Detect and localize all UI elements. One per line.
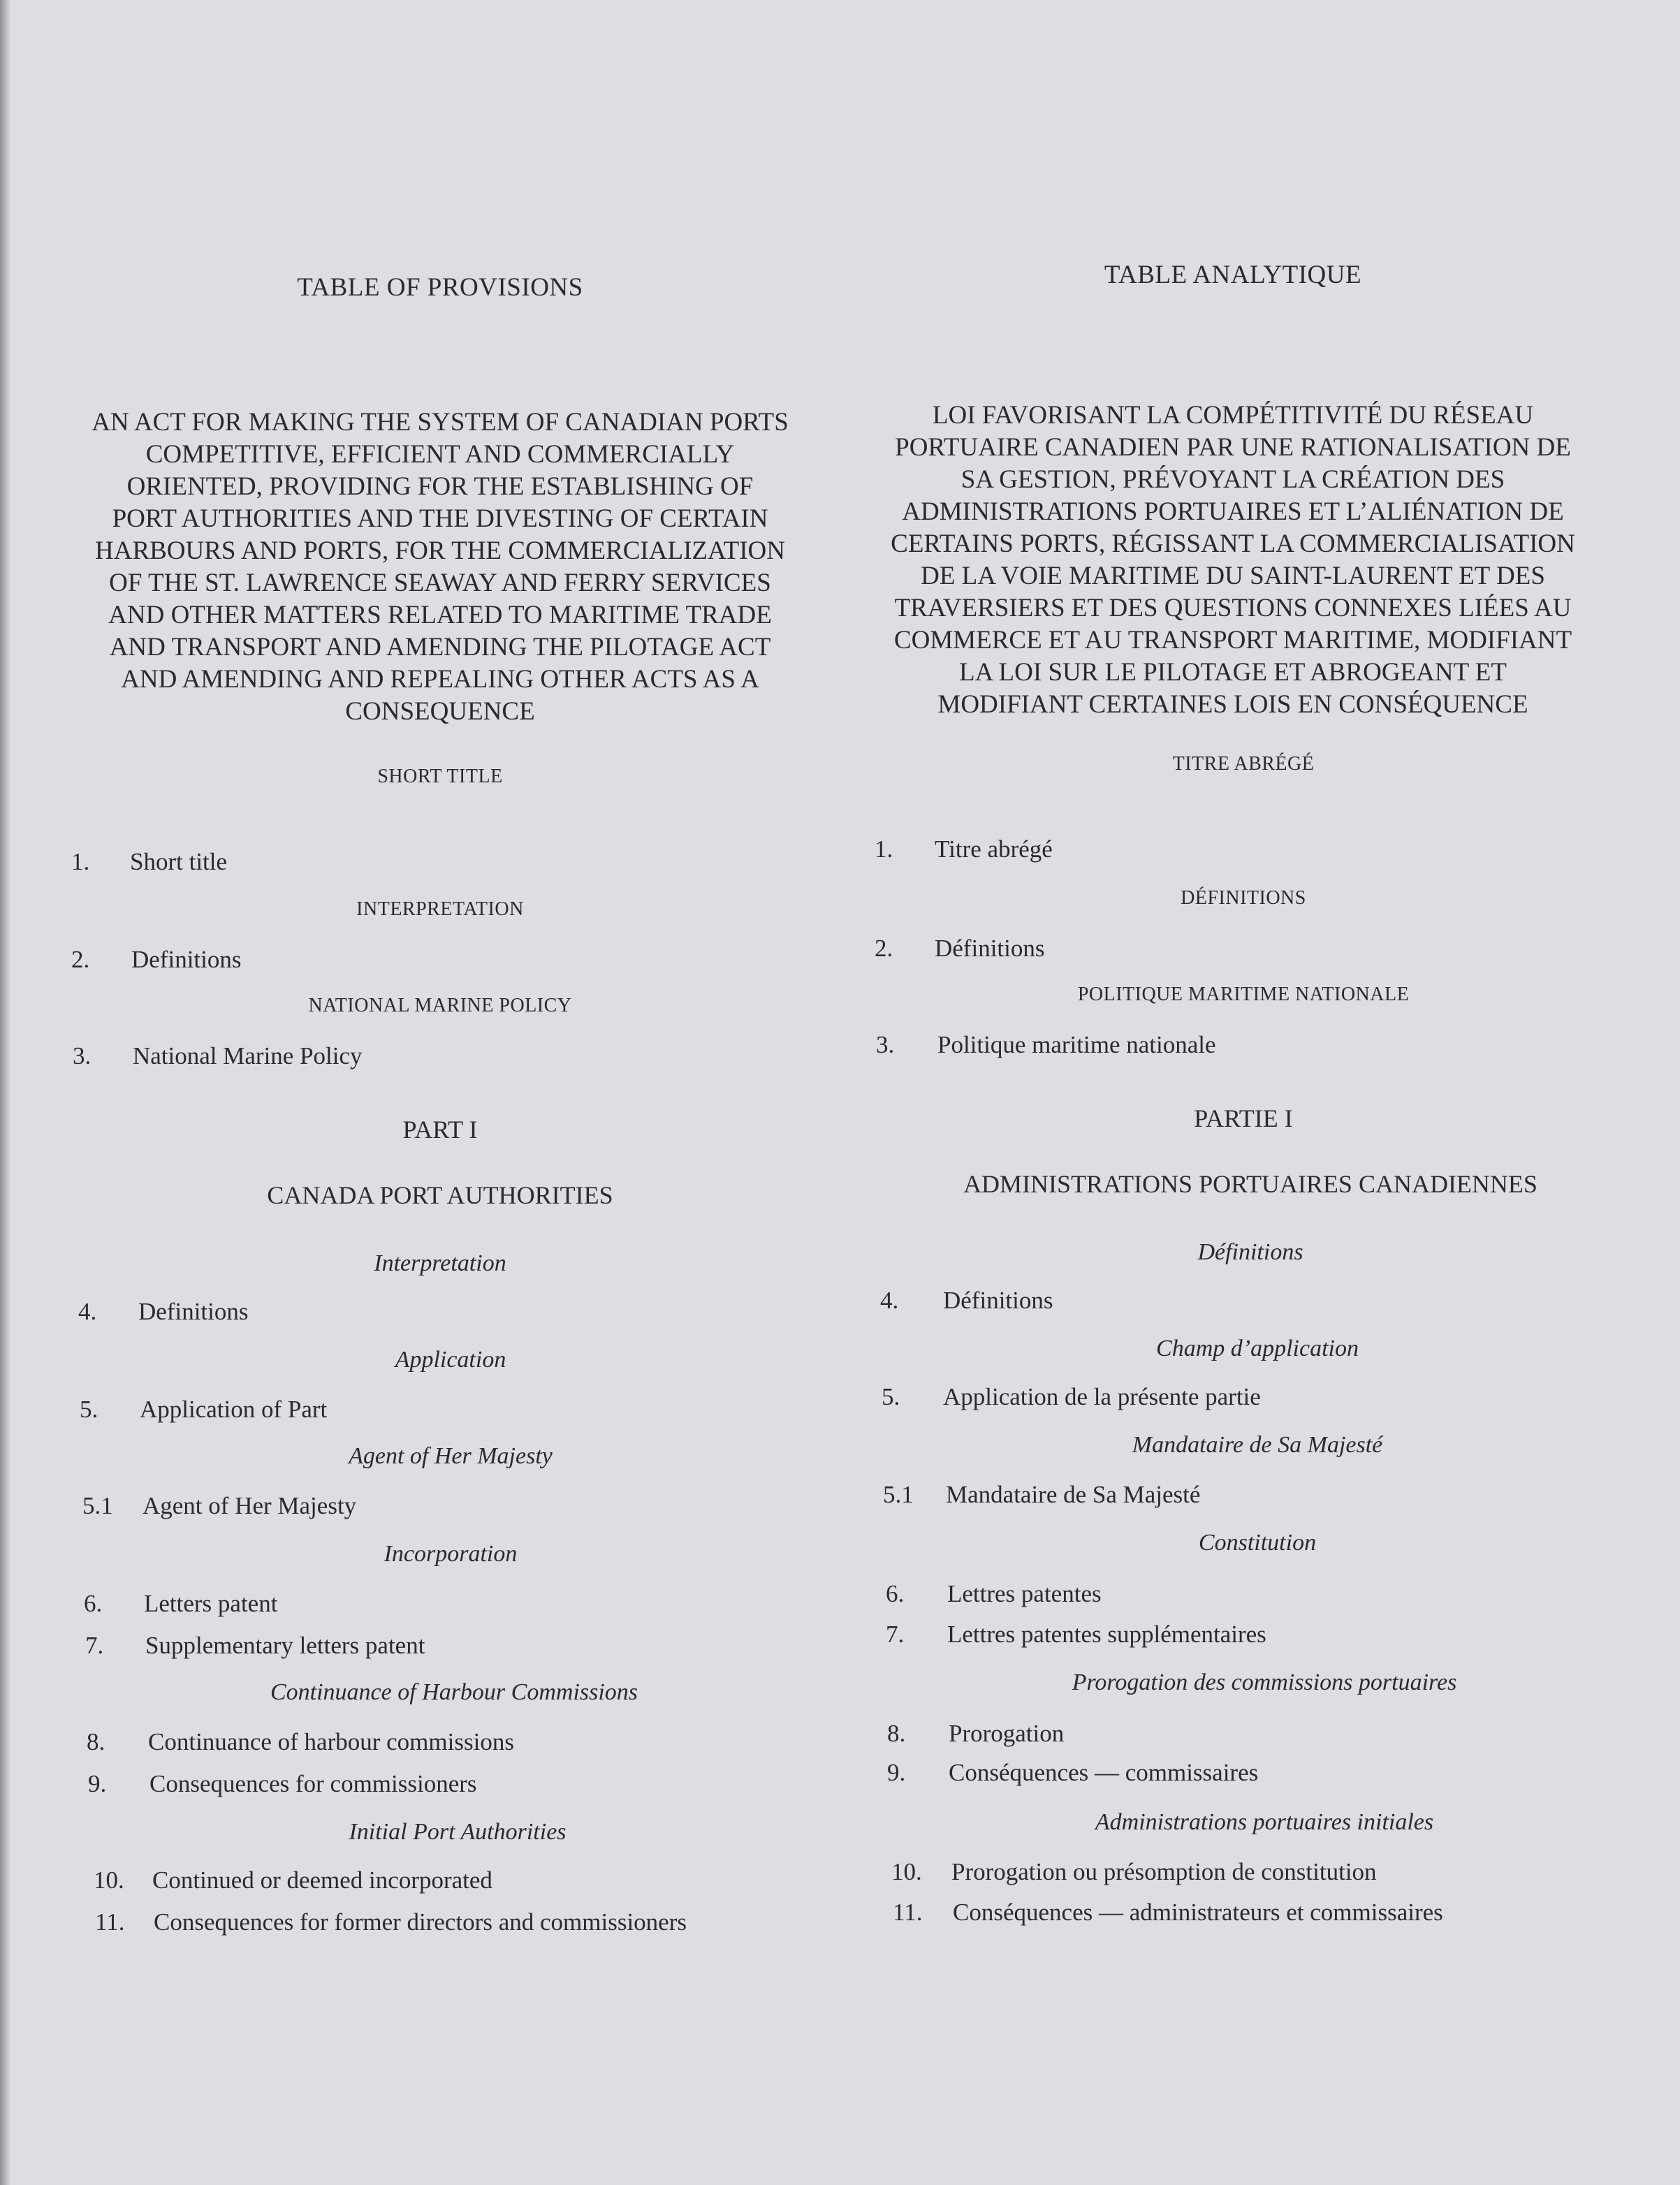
entry-number: 10. <box>891 1858 922 1885</box>
entry-label: Définitions <box>935 935 1045 962</box>
entry-label: Continuance of harbour commissions <box>148 1728 514 1755</box>
toc-entry <box>891 1858 1377 1886</box>
english-table-title: TABLE OF PROVISIONS <box>297 273 583 302</box>
part-label: PARTIE I <box>1194 1104 1293 1132</box>
toc-entry <box>886 1621 1266 1649</box>
act-title-line: LA LOI SUR LE PILOTAGE ET ABROGEANT ET <box>959 658 1507 687</box>
entry-label: Application de la présente partie <box>943 1383 1261 1410</box>
toc-entry <box>887 1720 1065 1748</box>
entry-label: Agent of Her Majesty <box>143 1492 357 1519</box>
toc-entry <box>893 1899 1443 1927</box>
entry-label: Application of Part <box>140 1396 328 1423</box>
entry-label: Titre abrégé <box>935 835 1053 863</box>
subheading-continuance: Continuance of Harbour Commissions <box>270 1679 638 1705</box>
entry-label: Conséquences — commissaires <box>949 1759 1259 1786</box>
act-title-line: OF THE ST. LAWRENCE SEAWAY AND FERRY SERVICES <box>109 569 771 597</box>
toc-entry <box>87 1728 514 1756</box>
entry-number: 4. <box>78 1298 97 1325</box>
entry-number: 7. <box>85 1632 104 1659</box>
subheading-application: Application <box>395 1347 506 1373</box>
act-title-line: CONSEQUENCE <box>345 697 535 726</box>
subheading-agent: Agent of Her Majesty <box>349 1443 553 1469</box>
entry-number: 6. <box>84 1590 103 1617</box>
entry-number: 9. <box>887 1759 906 1786</box>
toc-entry <box>875 935 1045 963</box>
entry-number: 5.1 <box>883 1481 914 1508</box>
toc-entry <box>80 1396 328 1424</box>
part-label: PART I <box>402 1116 478 1143</box>
entry-number: 10. <box>94 1866 124 1894</box>
entry-label: Consequences for former directors and commissioners <box>154 1908 687 1936</box>
act-title-line: AND OTHER MATTERS RELATED TO MARITIME TRADE <box>108 601 772 629</box>
interpretation-heading: DÉFINITIONS <box>1181 887 1306 909</box>
entry-label: Politique maritime nationale <box>937 1031 1216 1058</box>
french-act-title <box>852 400 1614 721</box>
entry-label: Mandataire de Sa Majesté <box>946 1481 1201 1508</box>
subheading-incorporation: Constitution <box>1198 1530 1317 1556</box>
act-title-line: AND TRANSPORT AND AMENDING THE PILOTAGE ACT <box>109 633 771 662</box>
entry-label: Supplementary letters patent <box>145 1632 425 1659</box>
toc-entry <box>882 1383 1261 1411</box>
entry-label: Lettres patentes <box>947 1580 1102 1607</box>
entry-number: 2. <box>875 935 893 962</box>
short-title-heading: SHORT TITLE <box>377 766 503 787</box>
act-title-line: LOI FAVORISANT LA COMPÉTITIVITÉ DU RÉSEAU <box>932 401 1534 430</box>
entry-number: 4. <box>880 1287 899 1314</box>
entry-number: 9. <box>88 1770 107 1797</box>
entry-label: National Marine Policy <box>133 1042 363 1069</box>
english-act-title <box>49 407 831 728</box>
act-title-line: PORTUAIRE CANADIEN PAR UNE RATIONALISATION DE <box>895 433 1571 462</box>
marine-policy-heading: POLITIQUE MARITIME NATIONALE <box>1077 984 1410 1005</box>
toc-entry <box>887 1759 1259 1787</box>
toc-entry <box>875 835 1053 863</box>
toc-entry <box>95 1908 687 1936</box>
act-title-line: PORT AUTHORITIES AND THE DIVESTING OF CERTAIN <box>112 504 768 533</box>
entry-label: Short title <box>130 848 228 875</box>
subheading-initial: Administrations portuaires initiales <box>1095 1809 1434 1835</box>
toc-entry <box>94 1866 492 1894</box>
entry-number: 7. <box>886 1621 905 1648</box>
entry-label: Lettres patentes supplémentaires <box>947 1621 1266 1648</box>
entry-label: Definitions <box>138 1298 249 1325</box>
entry-label: Continued or deemed incorporated <box>152 1866 492 1894</box>
entry-number: 5. <box>80 1396 98 1423</box>
act-title-line: COMMERCE ET AU TRANSPORT MARITIME, MODIFIANT <box>893 626 1572 655</box>
short-title-heading: TITRE ABRÉGÉ <box>1172 753 1315 775</box>
page-edge-shadow <box>0 0 10 2185</box>
entry-number: 1. <box>71 848 90 875</box>
marine-policy-heading: NATIONAL MARINE POLICY <box>308 995 572 1016</box>
entry-label: Définitions <box>943 1287 1053 1314</box>
entry-label: Prorogation ou présomption de constitution <box>951 1858 1377 1885</box>
toc-entry <box>886 1580 1102 1608</box>
act-title-line: CERTAINS PORTS, RÉGISSANT LA COMMERCIALISATION <box>891 529 1575 558</box>
act-title-line: COMPETITIVE, EFFICIENT AND COMMERCIALLY <box>145 440 735 469</box>
subheading-continuance: Prorogation des commissions portuaires <box>1072 1669 1457 1695</box>
entry-label: Letters patent <box>144 1590 278 1617</box>
subheading-agent: Mandataire de Sa Majesté <box>1132 1432 1383 1458</box>
toc-entry <box>84 1590 278 1618</box>
act-title-line: SA GESTION, PRÉVOYANT LA CRÉATION DES <box>960 465 1505 494</box>
part-title: CANADA PORT AUTHORITIES <box>267 1181 613 1209</box>
toc-entry <box>78 1298 249 1326</box>
act-title-line: HARBOURS AND PORTS, FOR THE COMMERCIALIZATION <box>95 536 785 565</box>
entry-label: Definitions <box>131 946 242 973</box>
french-table-title: TABLE ANALYTIQUE <box>1104 261 1362 289</box>
toc-entry <box>73 1042 363 1070</box>
entry-label: Consequences for commissioners <box>149 1770 477 1797</box>
entry-number: 1. <box>875 835 893 863</box>
entry-number: 5. <box>882 1383 900 1410</box>
entry-label: Prorogation <box>949 1720 1065 1747</box>
toc-entry <box>880 1287 1053 1315</box>
toc-entry <box>71 848 228 876</box>
act-title-line: DE LA VOIE MARITIME DU SAINT-LAURENT ET DES <box>921 562 1545 590</box>
entry-number: 3. <box>876 1031 895 1058</box>
entry-number: 2. <box>71 946 90 973</box>
subheading-interpretation: Interpretation <box>374 1250 506 1276</box>
toc-entry <box>82 1492 357 1520</box>
act-title-line: TRAVERSIERS ET DES QUESTIONS CONNEXES LIÉES AU <box>894 594 1572 622</box>
toc-entry <box>88 1770 477 1798</box>
subheading-initial: Initial Port Authorities <box>349 1819 567 1845</box>
subheading-application: Champ d’application <box>1156 1336 1359 1361</box>
part-title: ADMINISTRATIONS PORTUAIRES CANADIENNES <box>963 1170 1537 1198</box>
toc-entry <box>85 1632 425 1660</box>
entry-label: Conséquences — administrateurs et commissaires <box>953 1899 1443 1926</box>
entry-number: 6. <box>886 1580 905 1607</box>
act-title-line: MODIFIANT CERTAINES LOIS EN CONSÉQUENCE <box>937 690 1528 719</box>
act-title-line: ORIENTED, PROVIDING FOR THE ESTABLISHING OF <box>126 472 754 501</box>
toc-entry <box>71 946 242 974</box>
interpretation-heading: INTERPRETATION <box>356 898 524 920</box>
entry-number: 11. <box>95 1908 125 1936</box>
toc-entry <box>883 1481 1201 1509</box>
entry-number: 3. <box>73 1042 92 1069</box>
act-title-line: ADMINISTRATIONS PORTUAIRES ET L’ALIÉNATION DE <box>902 497 1564 526</box>
subheading-incorporation: Incorporation <box>384 1541 518 1567</box>
act-title-line: AN ACT FOR MAKING THE SYSTEM OF CANADIAN PORTS <box>92 408 789 437</box>
entry-number: 8. <box>87 1728 105 1755</box>
act-title-line: AND AMENDING AND REPEALING OTHER ACTS AS A <box>121 665 759 694</box>
subheading-interpretation: Définitions <box>1197 1239 1303 1265</box>
toc-entry <box>876 1031 1216 1059</box>
entry-number: 11. <box>893 1899 923 1926</box>
entry-number: 5.1 <box>82 1492 113 1519</box>
entry-number: 8. <box>887 1720 906 1747</box>
